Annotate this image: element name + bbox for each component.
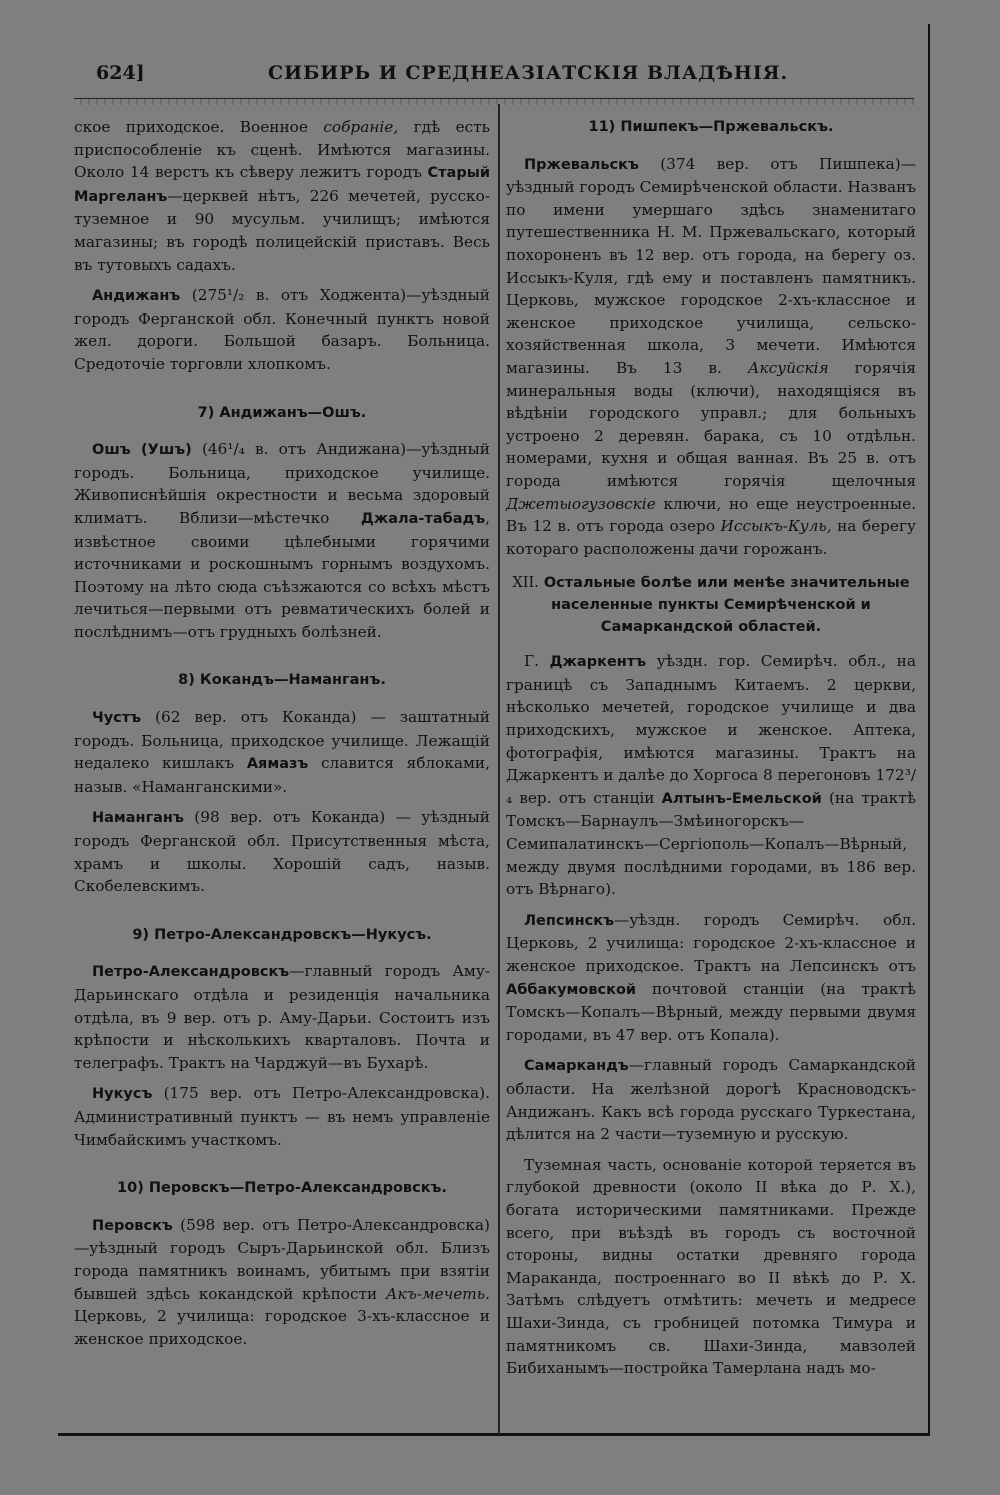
paragraph-samarkand-native-part: Туземная часть, основаніе которой теряется въ глубокой древности (около II вѣка до Р. Х.), богата историческими памятниками. Прежде всего, при въѣздѣ въ городъ съ восточной стороны, видны остатки древняго города Мараканда, построеннаго во II вѣкѣ до Р. Х. Затѣмъ слѣдуетъ отмѣтить: мечеть и медресе Шахи-Зинда, съ гробницей потомка Тимура и памятникомъ св. Шахи-Зинда, мавзолей Бибиханымъ—постройка Тамерлана надъ мо- xyxy=(506,1155,916,1378)
left-column xyxy=(74,116,490,1358)
paragraph-petro-aleksandrovsk: Петро-Александровскъ—главный городъ Аму-Дарьинскаго отдѣла и резиденція начальника отдѣла, въ 9 вер. отъ р. Аму-Дарьи. Состоитъ изъ крѣпости и нѣсколькихъ кварталовъ. Почта и телеграфъ. Трактъ на Чарджуй—въ Бухарѣ. xyxy=(74,962,490,1072)
page-header xyxy=(58,42,930,86)
paragraph-chust: Чустъ (62 вер. отъ Коканда) — заштатный городъ. Больница, приходское училище. Лежащій недалеко кишлакъ Аямазъ славится яблоками, назыв. «Наманганскими». xyxy=(74,708,490,796)
paragraph-margelan: ское приходское. Военное собраніе, гдѣ есть приспособленіе къ сценѣ. Имѣются магазины. Около 14 верстъ къ сѣверу лежитъ городъ Старый Маргеланъ—церквей нѣтъ, 226 мечетей, русско-туземное и 90 мусульм. училищъ; имѣются магазины; въ городѣ полицейскій приставъ. Весь въ тутовыхъ садахъ. xyxy=(74,118,490,274)
book-page xyxy=(58,24,930,1436)
page-number: 624] xyxy=(96,62,145,84)
paragraph-lepsinsk: Лепсинскъ—уѣздн. городъ Семирѣч. обл. Церковь, 2 училища: городское 2-хъ-классное и женское приходское. Трактъ на Лепсинскъ отъ Аббакумовской почтовой станціи (на трактѣ Томскъ—Копалъ—Вѣрный, между первыми двумя городами, въ 47 вер. отъ Копала). xyxy=(506,910,916,1044)
right-column xyxy=(506,116,916,1388)
section-heading-12: XII. Остальные болѣе или менѣе значительные населенные пункты Семирѣченской и Самаркандской областей. xyxy=(512,575,910,636)
paragraph-samarkand: Самаркандъ—главный городъ Самаркандской области. На желѣзной дорогѣ Красноводскъ-Андижанъ. Какъ всѣ города русскаго Туркестана, дѣлится на 2 части—туземную и русскую. xyxy=(506,1056,916,1144)
paragraph-przhevalsk: Пржевальскъ (374 вер. отъ Пишпека)—уѣздный городъ Семирѣченской области. Названъ по имени умершаго здѣсь знаменитаго путешественника Н. М. Пржевальскаго, который похороненъ въ 12 вер. отъ города, на берегу оз. Иссыкъ-Куля, гдѣ ему и поставленъ памятникъ. Церковь, мужское городское 2-хъ-классное и женское приходское училища, сельско-хозяйственная школа, 3 мечети. Имѣются магазины. Въ 13 в. Аксуйскія горячія минеральныя воды (ключи), находящіяся въ вѣдѣніи городского управл.; для больныхъ устроено 2 деревян. барака, съ 10 отдѣльн. номерами, кухня и общая ванная. Въ 25 в. отъ города имѣются горячія щелочныя Джетыогузовскіе ключи, но еще неустроенные. Въ 12 в. отъ города озеро Иссыкъ-Куль, на берегу котораго расположены дачи горожанъ. xyxy=(506,154,916,558)
paragraph-perovsk: Перовскъ (598 вер. отъ Петро-Александровска)—уѣздный городъ Сыръ-Дарьинской обл. Близъ города памятникъ воинамъ, убитымъ при взятіи бывшей здѣсь кокандской крѣпости Акъ-мечеть. Церковь, 2 училища: городское 3-хъ-классное и женское приходское. xyxy=(74,1215,490,1348)
section-heading-10: 10) Перовскъ—Петро-Александровскъ. xyxy=(117,1180,447,1197)
column-divider xyxy=(498,104,500,1434)
paragraph-andijan: Андижанъ (275¹/₂ в. отъ Ходжента)—уѣздный городъ Ферганской обл. Конечный пунктъ новой жел. дороги. Большой базаръ. Больница. Средоточіе торговли хлопкомъ. xyxy=(74,286,490,373)
paragraph-namangan: Наманганъ (98 вер. отъ Коканда) — уѣздный городъ Ферганской обл. Присутственныя мѣста, храмъ и школы. Хорошій садъ, назыв. Скобелевскимъ. xyxy=(74,808,490,896)
paragraph-jarkent: Г. Джаркентъ уѣздн. гор. Семирѣч. обл., на границѣ съ Западнымъ Китаемъ. 2 церкви, нѣсколько мечетей, городское училище и два приходскихъ, мужское и женское. Аптека, фотографія, имѣются магазины. Трактъ на Джаркентъ и далѣе до Хоргоса 8 перегоновъ 172³/₄ вер. отъ станціи Алтынъ-Емельской (на трактѣ Томскъ—Барнаулъ—Змѣиногорскъ—Семипалатинскъ—Сергіополь—Копалъ—Вѣрный, между двумя послѣдними городами, въ 186 вер. отъ Вѣрнаго). xyxy=(506,652,916,899)
paragraph-nukus: Нукусъ (175 вер. отъ Петро-Александровска). Административный пунктъ — въ немъ управленіе Чимбайскимъ участкомъ. xyxy=(74,1084,490,1149)
section-heading-11: 11) Пишпекъ—Пржевальскъ. xyxy=(588,119,834,135)
section-heading-8: 8) Кокандъ—Наманганъ. xyxy=(178,672,386,689)
section-heading-7: 7) Андижанъ—Ошъ. xyxy=(197,404,367,421)
section-heading-9: 9) Петро-Александровскъ—Нукусъ. xyxy=(132,926,432,943)
running-title: СИБИРЬ И СРЕДНЕАЗІАТСКІЯ ВЛАДѢНІЯ. xyxy=(268,62,789,84)
paragraph-osh: Ошъ (Ушъ) (46¹/₄ в. отъ Андижана)—уѣздный городъ. Больница, приходское училище. Живописнѣйшія окрестности и весьма здоровый климатъ. Вблизи—мѣстечко Джала-табадъ, извѣстное своими цѣлебными горячими источниками и роскошнымъ горнымъ воздухомъ. Поэтому на лѣто сюда съѣзжаются со всѣхъ мѣстъ лечиться—первыми отъ ревматическихъ болей и послѣднимъ—отъ грудныхъ болѣзней. xyxy=(74,440,490,641)
header-rule xyxy=(74,98,914,105)
